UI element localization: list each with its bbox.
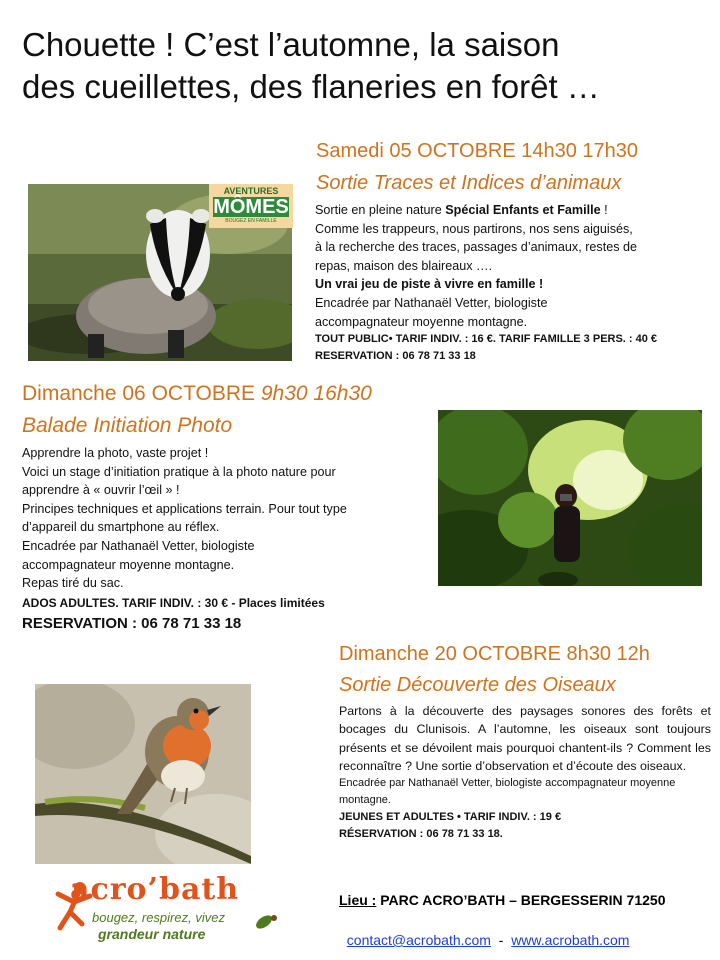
event1-description	[315, 201, 695, 365]
event1-highlight: Un vrai jeu de piste à vivre en famille !	[315, 277, 544, 292]
event1-guide-1: Encadrée par Nathanaël Vetter, biologiste	[315, 295, 548, 310]
event1-intro-end: !	[600, 203, 608, 217]
location-label: Lieu :	[339, 892, 377, 908]
event3-price: JEUNES ET ADULTES • TARIF INDIV. : 19 €	[339, 811, 562, 824]
event1-price: TOUT PUBLIC• TARIF INDIV. : 16 €. TARIF FAMILLE 3 PERS. : 40 €	[315, 333, 658, 346]
event1-line-2: Comme les trappeurs, nous partirons, nos sens aiguisés,	[315, 221, 633, 236]
event2-description	[22, 444, 422, 636]
logo-tagline-1: bougez, respirez, vivez	[92, 910, 225, 925]
logo-tagline-2: grandeur nature	[98, 926, 206, 942]
event2-date-main: Dimanche 06 OCTOBRE	[22, 382, 261, 405]
event2-line-5: d’appareil du smartphone au réflex.	[22, 520, 220, 535]
event2-line-6: Encadrée par Nathanaël Vetter, biologiste	[22, 538, 255, 553]
headline	[22, 24, 712, 108]
event1-line-4: repas, maison des blaireaux ….	[315, 258, 493, 273]
event2-title: Balade Initiation Photo	[22, 414, 233, 437]
location-value: PARC ACRO’BATH – BERGESSERIN 71250	[376, 892, 666, 908]
badge-line-2: MÔMES	[213, 196, 289, 218]
event1-intro: Sortie en pleine nature	[315, 203, 446, 217]
event2-line-7: accompagnateur moyenne montagne.	[22, 557, 235, 572]
event2-line-1: Apprendre la photo, vaste projet !	[22, 446, 209, 460]
headline-line-2: des cueillettes, des flaneries en forêt …	[22, 68, 600, 105]
contact-separator: -	[490, 932, 512, 948]
event1-intro-bold: Spécial Enfants et Famille	[445, 203, 601, 217]
event1-line-3: à la recherche des traces, passages d’animaux, restes de	[315, 240, 638, 255]
event3-guide: Encadrée par Nathanaël Vetter, biologiste accompagnateur moyenne montagne.	[339, 777, 676, 807]
acrobath-logo	[52, 872, 292, 952]
aventures-momes-badge	[209, 184, 293, 228]
footer-contacts	[339, 916, 629, 948]
headline-line-1: Chouette ! C’est l’automne, la saison	[22, 26, 560, 63]
event1-guide-2: accompagnateur moyenne montagne.	[315, 314, 528, 329]
event1-date: Samedi 05 OCTOBRE 14h30 17h30	[316, 140, 639, 162]
event3-title: Sortie Découverte des Oiseaux	[339, 674, 616, 696]
event2-date-time: 9h30 16h30	[260, 382, 372, 405]
event1-reservation: RESERVATION : 06 78 71 33 18	[315, 350, 476, 363]
event3-date: Dimanche 20 OCTOBRE 8h30 12h	[339, 643, 650, 665]
event3-paragraph: Partons à la découverte des paysages sonores des forêts et bocages du Clunisois. A l’automne, les oiseaux sont toujours présents et se dévoilent mais pourquoi chantent-ils ? Comment les reconnaître ? Une sortie d’observation et d’écoute des oiseaux.	[339, 704, 711, 773]
event3-reservation: RÉSERVATION : 06 78 71 33 18.	[339, 828, 503, 841]
website-link[interactable]: www.acrobath.com	[511, 932, 630, 948]
event1-title: Sortie Traces et Indices d’animaux	[316, 172, 622, 194]
event3-description	[339, 702, 711, 843]
badge-line-3: BOUGEZ EN FAMILLE	[225, 218, 277, 224]
photographer-forest-photo	[438, 410, 702, 586]
event2-line-3: apprendre à « ouvrir l’œil » !	[22, 483, 180, 498]
robin-photo	[35, 684, 251, 864]
event2-line-2: Voici un stage d’initiation pratique à la photo nature pour	[22, 464, 336, 479]
event2-line-4: Principes techniques et applications terrain. Pour tout type	[22, 501, 347, 516]
event2-price: ADOS ADULTES. TARIF INDIV. : 30 € - Places limitées	[22, 595, 325, 610]
logo-brand: acro’bath	[70, 872, 240, 907]
footer-location	[339, 892, 665, 908]
event2-reservation: RESERVATION : 06 78 71 33 18	[22, 615, 242, 633]
badge-line-1: AVENTURES	[223, 186, 279, 196]
email-link[interactable]: contact@acrobath.com	[346, 932, 491, 948]
event2-line-8: Repas tiré du sac.	[22, 576, 124, 591]
event2-date	[22, 382, 372, 406]
leaf-icon	[252, 906, 282, 936]
